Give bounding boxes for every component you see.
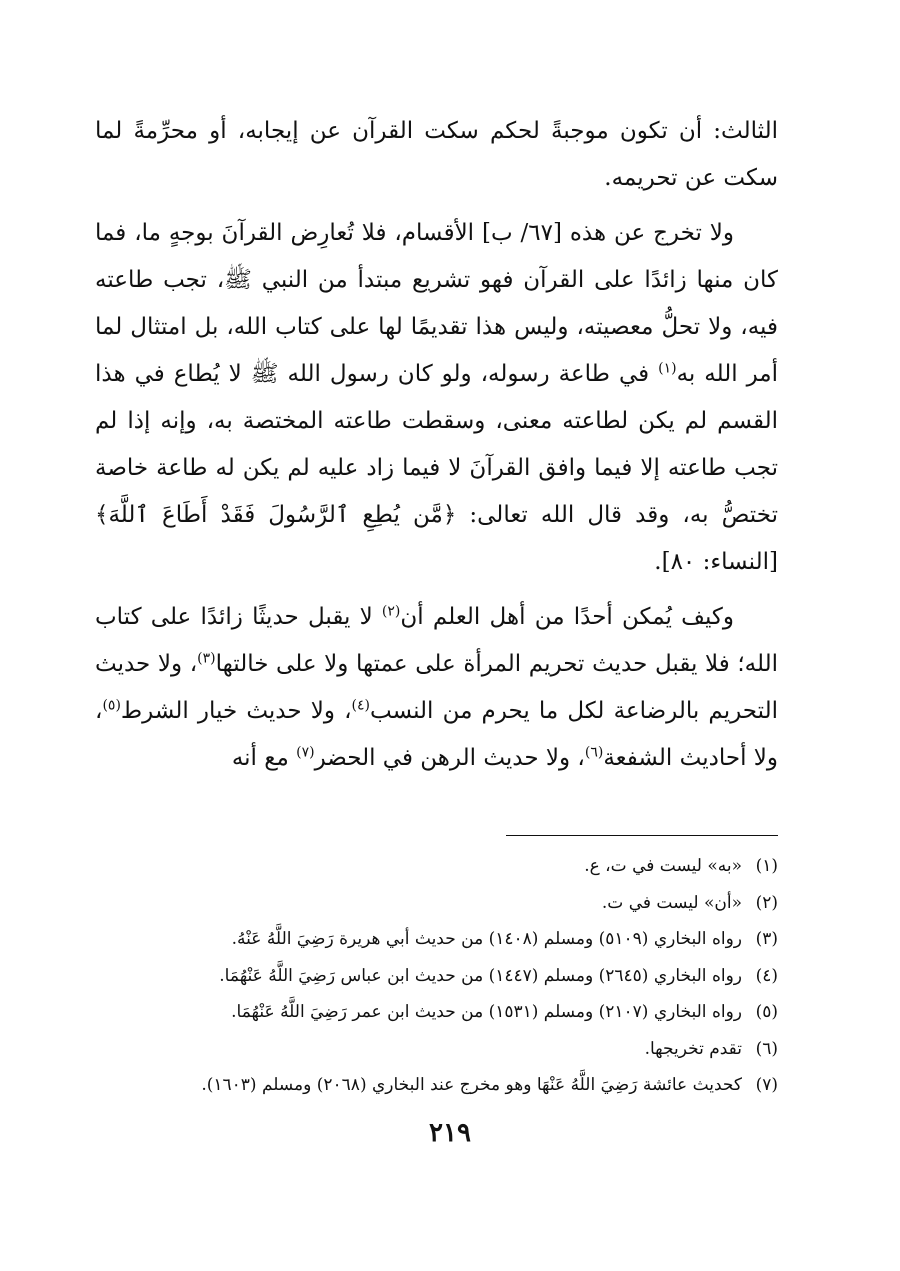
footnote-number: (٢): [755, 892, 778, 913]
paragraph-text: مع أنه: [231, 745, 297, 771]
footnote-ref-1: (١): [658, 360, 677, 377]
footnote-7: [95, 1067, 778, 1104]
footnote-ref-7: (٧): [296, 744, 315, 761]
footnote-divider: [506, 835, 778, 836]
footnote-1: [95, 848, 778, 885]
footnote-text: تقدم تخريجها.: [644, 1038, 742, 1059]
paragraph-text: ، ولا حديث التحريم بالرضاعة لكل ما يحرم من النسب: [95, 651, 778, 724]
footnote-ref-2: (٢): [381, 603, 401, 620]
main-text: [95, 108, 778, 782]
footnote-5: [95, 994, 778, 1031]
footnote-number: (٣): [755, 929, 778, 949]
footnote-number: (٧): [755, 1075, 778, 1095]
footnote-number: (٤): [755, 965, 778, 986]
paragraph-text: لا يقبل حديثًا زائدًا على كتاب الله؛ فلا يقبل حديث تحريم المرأة على عمتها ولا على خالتها: [95, 604, 778, 677]
footnote-ref-6: (٦): [584, 744, 604, 761]
footnote-number: (٦): [755, 1038, 778, 1059]
paragraph-text: ولا تخرج عن هذه [٦٧/ ب] الأقسام، فلا تُعارِض القرآنَ بوجهٍ ما، فما كان منها زائدًا على القرآن فهو تشريع مبتدأ من النبي ﷺ، تجب طاعته فيه، ولا تحلُّ معصيته، وليس هذا تقديمًا لها على كتاب الله، بل امتثال لما أمر الله به: [95, 220, 778, 387]
footnote-text: «أن» ليست في ت.: [601, 892, 742, 913]
footnote-ref-4: (٤): [351, 697, 370, 714]
footnote-text: رواه البخاري (٢٦٤٥) ومسلم (١٤٤٧) من حديث ابن عباس رَضِيَ اللَّهُ عَنْهُمَا.: [219, 965, 742, 986]
paragraph-third-category: [95, 108, 778, 202]
footnote-4: [95, 958, 778, 995]
page-number: ٢١٩: [429, 1118, 471, 1148]
footnote-ref-5: (٥): [102, 697, 121, 714]
paragraph-text: ، ولا أحاديث الشفعة: [95, 698, 778, 771]
footnote-2: [95, 885, 778, 922]
footnote-6: [95, 1031, 778, 1068]
footnote-text: «به» ليست في ت، ع.: [584, 856, 742, 876]
paragraph-text: وكيف يُمكن أحدًا من أهل العلم أن: [400, 604, 734, 630]
footnote-3: [95, 921, 778, 958]
footnote-number: (١): [755, 856, 778, 876]
footnote-text: رواه البخاري (٥١٠٩) ومسلم (١٤٠٨) من حديث أبي هريرة رَضِيَ اللَّهُ عَنْهُ.: [231, 929, 742, 949]
footnote-number: (٥): [755, 1002, 778, 1022]
paragraph-text: في طاعة رسوله، ولو كان رسول الله ﷺ لا يُطاع في هذا القسم لم يكن لطاعته معنى، وسقطت طاعته المختصة به، وإنه إذا لم تجب طاعته إلا فيما وافق القرآنَ لا فيما زاد عليه لم يكن له طاعة خاصة تختصُّ به، وقد قال الله تعالى: ﴿مَّن يُطِعِ ٱلرَّسُولَ فَقَدْ أَطَاعَ ٱللَّهَ﴾ [النساء: ٨٠].: [95, 361, 778, 575]
paragraph-text: ، ولا حديث خيار الشرط: [120, 698, 352, 724]
footnote-text: كحديث عائشة رَضِيَ اللَّهُ عَنْهَا وهو مخرج عند البخاري (٢٠٦٨) ومسلم (١٦٠٣).: [201, 1075, 742, 1095]
paragraph-text: ، ولا حديث الرهن في الحضر: [314, 745, 585, 771]
paragraph-obedience: [95, 210, 778, 586]
footnote-text: رواه البخاري (٢١٠٧) ومسلم (١٥٣١) من حديث ابن عمر رَضِيَ اللَّهُ عَنْهُمَا.: [231, 1002, 742, 1022]
footnote-ref-3: (٣): [197, 650, 216, 667]
footnotes: [95, 848, 778, 1104]
paragraph-hadith-examples: [95, 594, 778, 782]
paragraph-text: الثالث: أن تكون موجبةً لحكم سكت القرآن عن إيجابه، أو محرِّمةً لما سكت عن تحريمه.: [95, 118, 778, 191]
